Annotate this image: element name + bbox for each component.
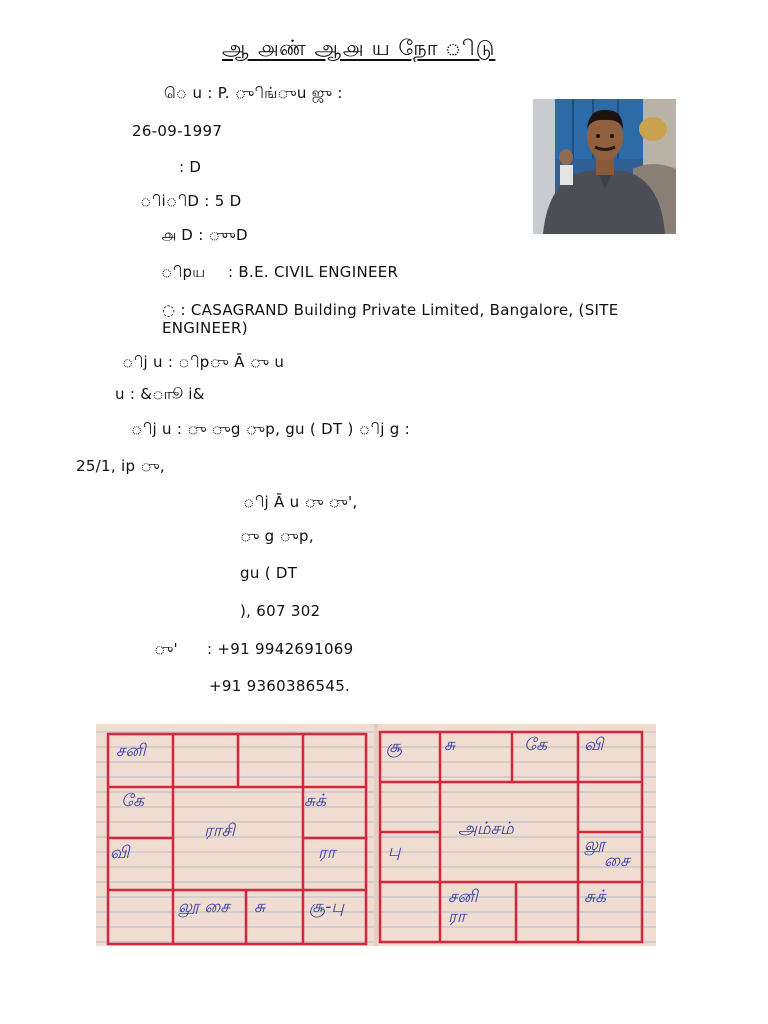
right-chart-label: கே [524, 735, 547, 755]
left-chart-label: சு [254, 897, 266, 917]
address-line-2: ிj Ā u ு ு', [243, 493, 358, 511]
phone-label: ◌ு' [154, 640, 178, 658]
detail-line-4: ிiிD : 5 D [140, 192, 242, 210]
left-chart-label: ராசி [204, 821, 235, 841]
right-chart-label: சுக் [584, 887, 606, 907]
address-line-5: ), 607 302 [240, 602, 321, 620]
horoscope-chart-image [96, 724, 656, 946]
right-chart-label: வி [584, 735, 604, 755]
right-chart-label: பு [388, 841, 401, 861]
education-value: : B.E. CIVIL ENGINEER [228, 263, 399, 281]
right-chart-label: அம்சம் [458, 819, 514, 839]
detail-line-5: ௮ D : ுுD [161, 226, 248, 244]
address-label-line: ◌ிj u : ு ுg ுp, gu ( DT ) ிj g : [131, 420, 410, 438]
profile-photo [533, 99, 676, 234]
right-chart-label: சு [444, 735, 456, 755]
name-line: ◌ெ u : P. ுிங்ுu ஜு : [164, 84, 343, 102]
right-chart-label: ரா [448, 907, 466, 927]
phone-number-1: : +91 9942691069 [207, 640, 354, 658]
left-chart-label: சூ-பு [309, 897, 345, 917]
left-chart-label: வி [110, 843, 130, 863]
detail-line-8: ிj u : ிpு Ā ு u [122, 353, 285, 371]
left-chart-label: சுக் [304, 791, 326, 811]
detail-line-9: u : &ாூ i& [115, 385, 205, 403]
detail-line-3: : D [179, 158, 202, 176]
left-chart-label: ரா [318, 843, 336, 863]
right-chart-label: லூ [584, 835, 605, 855]
left-chart-label: லூ சை [178, 897, 230, 917]
job-line: ◌ : CASAGRAND Building Private Limited, Bangalore, (SITE ENGINEER) [162, 301, 619, 337]
left-chart-label: கே [121, 791, 144, 811]
education-label: ிpய [161, 263, 206, 281]
left-chart-label: சனி [116, 741, 146, 761]
phone-number-2: +91 9360386545. [209, 677, 351, 695]
document-title: ஆ ௮ண் ஆ௮ ய நோ ிடு [222, 36, 496, 60]
right-chart-label: சனி [448, 887, 478, 907]
date-of-birth: 26-09-1997 [132, 122, 223, 140]
address-line-4: gu ( DT [240, 564, 298, 582]
address-line-1: 25/1, ip ு, [76, 457, 165, 475]
right-chart-label: சூ [386, 737, 403, 757]
right-chart-label: சை [604, 851, 630, 871]
address-line-3: ு g ுp, [240, 527, 314, 545]
